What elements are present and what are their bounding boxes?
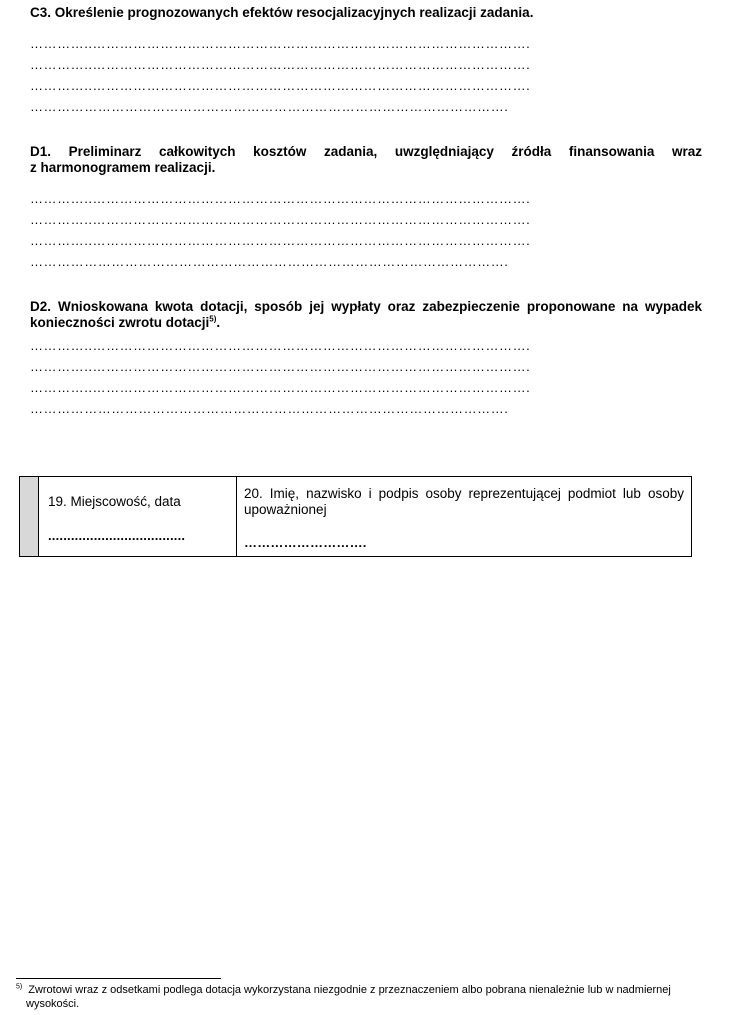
footnote-text-line1: Zwrotowi wraz z odsetkami podlega dotacja wykorzystana niezgodnie z przeznaczeniem albo pobrana nienależnie lub w nadmiernej (28, 984, 671, 996)
signature-table (19, 476, 692, 557)
section-c3-fill-lines (30, 33, 690, 117)
section-d1-fill-lines (30, 188, 690, 272)
section-d2-title-line2 (30, 315, 702, 331)
fill-line[interactable]: …………..……………………………………………………………………………………. (30, 191, 531, 206)
fill-line[interactable]: …………..……………………………………………………………………………………. (30, 212, 531, 227)
signature-cell[interactable] (237, 477, 691, 556)
fill-line[interactable]: …………..……………………………………………………………………………………. (30, 57, 531, 72)
fill-line[interactable]: ……………………………………………………………………………………………. (30, 254, 509, 269)
place-date-cell[interactable] (39, 477, 237, 556)
fill-line[interactable]: …………..……………………………………………………………………………………. (30, 36, 531, 51)
section-c3-title: C3. Określenie prognozowanych efektów resocjalizacyjnych realizacji zadania. (30, 5, 534, 20)
footnote (16, 983, 706, 1011)
signature-field[interactable]: ………………………. (244, 535, 367, 550)
section-d1-title-line2: z harmonogramem realizacji. (30, 160, 216, 175)
fill-line[interactable]: …………..……………………………………………………………………………………. (30, 380, 531, 395)
section-d2-title (30, 299, 702, 331)
section-d2-title-end: . (216, 315, 221, 330)
fill-line[interactable]: ……………………………………………………………………………………………. (30, 99, 509, 114)
fill-line[interactable]: …………..……………………………………………………………………………………. (30, 78, 531, 93)
fill-line[interactable]: …………..……………………………………………………………………………………. (30, 338, 531, 353)
signature-label: 20. Imię, nazwisko i podpis osoby reprezentującej podmiot lub osoby upoważnionej (244, 486, 684, 517)
fill-line[interactable]: ……………………………………………………………………………………………. (30, 401, 509, 416)
place-date-label: 19. Miejscowość, data (48, 494, 181, 509)
section-d2-title-text: konieczności zwrotu dotacji (30, 315, 210, 330)
section-d2-fill-lines (30, 335, 690, 419)
footnote-divider (16, 978, 221, 979)
footnote-marker: 5) (16, 983, 23, 991)
footnote-text-line2: wysokości. (26, 998, 80, 1010)
section-d2-title-line1: D2. Wnioskowana kwota dotacji, sposób jej wypłaty oraz zabezpieczenie proponowane na wypadek (30, 299, 702, 314)
section-d1-title (30, 144, 702, 176)
fill-line[interactable]: …………..……………………………………………………………………………………. (30, 233, 531, 248)
footnote-reference: 5) (209, 314, 217, 324)
place-date-field[interactable]: .................................... (48, 528, 186, 543)
fill-line[interactable]: …………..……………………………………………………………………………………. (30, 359, 531, 374)
signature-table-gray-column (20, 477, 39, 556)
section-d1-title-line1: D1. Preliminarz całkowitych kosztów zadania, uwzględniający źródła finansowania wraz (30, 144, 702, 159)
